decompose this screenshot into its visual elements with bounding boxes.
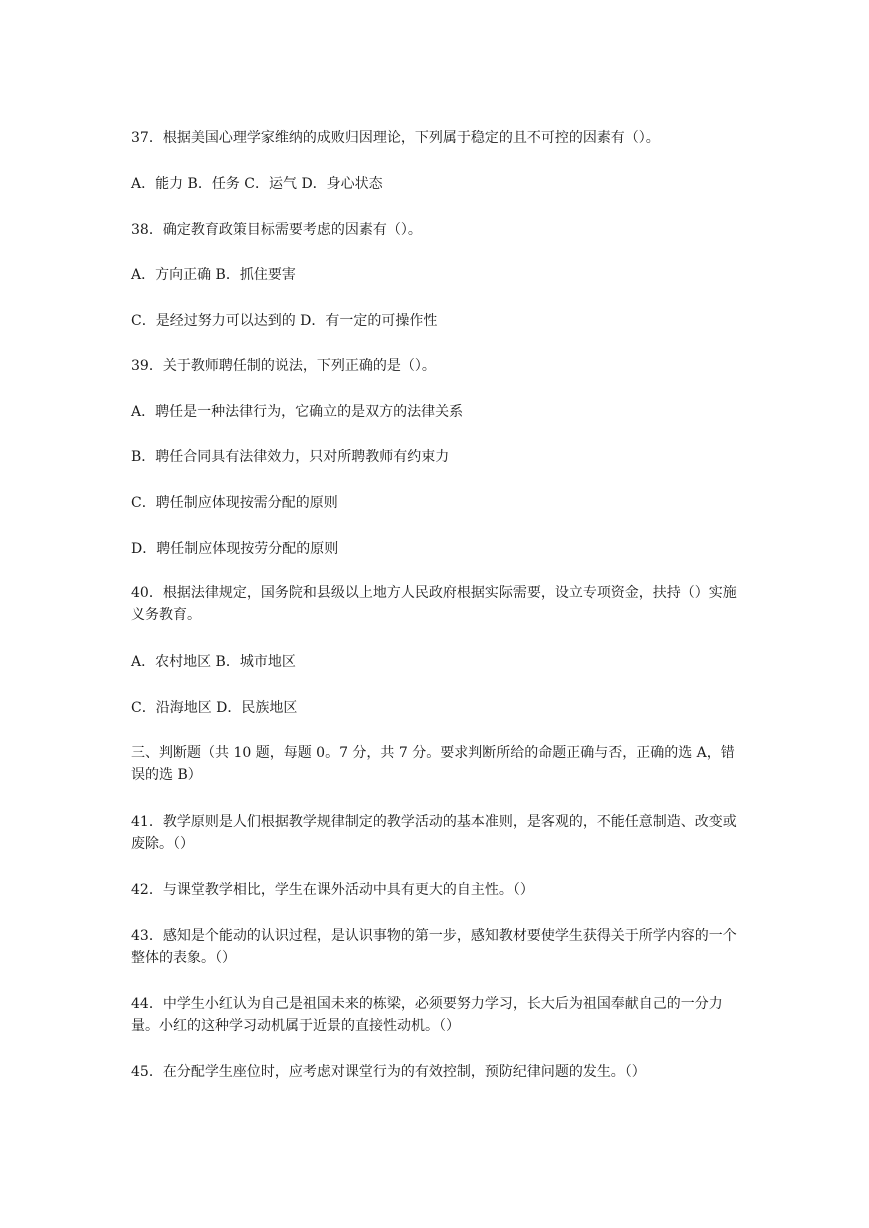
question-45: 45．在分配学生座位时，应考虑对课堂行为的有效控制，预防纪律问题的发生。（） xyxy=(131,1064,646,1080)
question-39-option-a: A．聘任是一种法律行为，它确立的是双方的法律关系 xyxy=(131,404,464,420)
question-42: 42．与课堂教学相比，学生在课外活动中具有更大的自主性。（） xyxy=(131,882,534,898)
question-39-option-b: B．聘任合同具有法律效力，只对所聘教师有约束力 xyxy=(131,449,450,465)
question-39-option-c: C．聘任制应体现按需分配的原则 xyxy=(131,495,338,511)
question-37: 37．根据美国心理学家维纳的成败归因理论，下列属于稳定的且不可控的因素有（）。 xyxy=(131,130,660,146)
question-41: 41．教学原则是人们根据教学规律制定的教学活动的基本准则，是客观的，不能任意制造、改变或废除。（） xyxy=(131,814,737,852)
question-38-options-ab: A．方向正确 B．抓住要害 xyxy=(131,267,296,283)
question-37-options: A．能力 B．任务 C．运气 D．身心状态 xyxy=(131,176,383,192)
question-40-options-ab: A．农村地区 B．城市地区 xyxy=(131,654,296,670)
question-38-options-cd: C．是经过努力可以达到的 D．有一定的可操作性 xyxy=(131,313,438,329)
question-40-options-cd: C．沿海地区 D．民族地区 xyxy=(131,700,298,716)
question-39: 39．关于教师聘任制的说法，下列正确的是（）。 xyxy=(131,358,436,374)
question-40: 40．根据法律规定，国务院和县级以上地方人民政府根据实际需要，设立专项资金，扶持（）实施义务教育。 xyxy=(131,585,737,623)
question-43: 43．感知是个能动的认识过程，是认识事物的第一步，感知教材要使学生获得关于所学内容的一个整体的表象。（） xyxy=(131,928,737,966)
question-44: 44．中学生小红认为自己是祖国未来的栋梁，必须要努力学习，长大后为祖国奉献自己的一分力量。小红的这种学习动机属于近景的直接性动机。（） xyxy=(131,996,723,1034)
question-38: 38．确定教育政策目标需要考虑的因素有（）。 xyxy=(131,222,422,238)
section-heading-true-false: 三、判断题（共 10 题，每题 0。7 分，共 7 分。要求判断所给的命题正确与否，正确的选 A，错误的选 B） xyxy=(131,745,735,783)
question-39-option-d: D．聘任制应体现按劳分配的原则 xyxy=(131,541,339,557)
